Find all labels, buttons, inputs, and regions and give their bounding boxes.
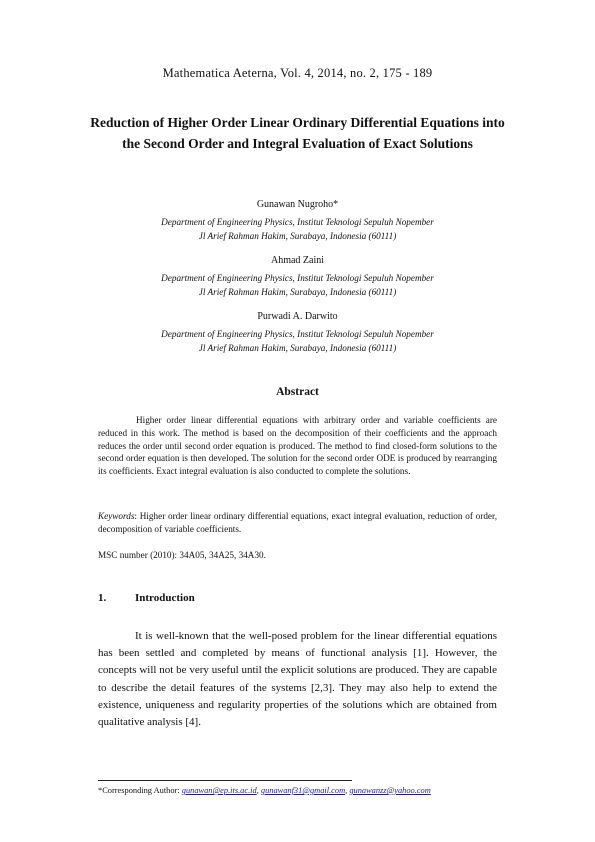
abstract-heading: Abstract [276, 386, 319, 398]
author-name: Gunawan Nugroho* [256, 199, 339, 210]
author-affiliation: Department of Engineering Physics, Institut Teknologi Sepuluh Nopember [161, 329, 434, 339]
keywords [98, 510, 497, 536]
footnote-prefix: *Corresponding Author: [98, 786, 182, 795]
footnote [98, 786, 518, 795]
author-affiliation: Department of Engineering Physics, Institut Teknologi Sepuluh Nopember [161, 273, 434, 283]
author-address: Jl Arief Rahman Hakim, Surabaya, Indonesia (60111) [198, 287, 397, 297]
section-number: 1. [98, 592, 107, 604]
keywords-text: : Higher order linear ordinary differential equations, exact integral evaluation, reduction of order, decomposition of variable coefficients. [98, 511, 497, 534]
section-title: Introduction [135, 592, 195, 604]
email-link[interactable]: gunawan@ep.its.ac.id [181, 786, 257, 795]
journal-header: Mathematica Aeterna, Vol. 4, 2014, no. 2, 175 - 189 [162, 66, 433, 80]
author-name: Purwadi A. Darwito [257, 311, 338, 322]
email-link[interactable]: gunawanzz@yahoo.com [349, 786, 431, 795]
author-address: Jl Arief Rahman Hakim, Surabaya, Indonesia (60111) [198, 231, 397, 241]
footnote-separator: , [256, 786, 261, 795]
author-affiliation: Department of Engineering Physics, Institut Teknologi Sepuluh Nopember [161, 217, 434, 227]
footnote-rule [98, 780, 352, 781]
email-link[interactable]: gunawanf31@gmail.com [260, 786, 346, 795]
author-name: Ahmad Zaini [270, 255, 325, 266]
paper-title: Reduction of Higher Order Linear Ordinary Differential Equations into the Second Order and Integral Evaluation of Exact Solutions [90, 115, 505, 151]
abstract-body: Higher order linear differential equations with arbitrary order and variable coefficients are reduced in this work. The method is based on the decomposition of their coefficients and the approach reduces the order until second order equation is produced. The method to find closed-form solutions to the second order equation is then developed. The solution for the second order ODE is produced by rearranging its coefficients. Exact integral evaluation is also conducted to complete the solutions. [98, 415, 497, 477]
author-address: Jl Arief Rahman Hakim, Surabaya, Indonesia (60111) [198, 343, 397, 353]
introduction-paragraph: It is well-known that the well-posed problem for the linear differential equations has been settled and completed by means of functional analysis [1]. However, the concepts will not be very useful until the explicit solutions are produced. They are capable to describe the detail features of the systems [2,3]. They may also help to extend the existence, uniqueness and regularity properties of the solutions which are obtained from qualitative analysis [4]. [98, 630, 497, 729]
footnote-separator: , [345, 786, 350, 795]
msc-number: MSC number (2010): 34A05, 34A25, 34A30. [98, 550, 266, 560]
keywords-label: Keywords [98, 511, 135, 521]
